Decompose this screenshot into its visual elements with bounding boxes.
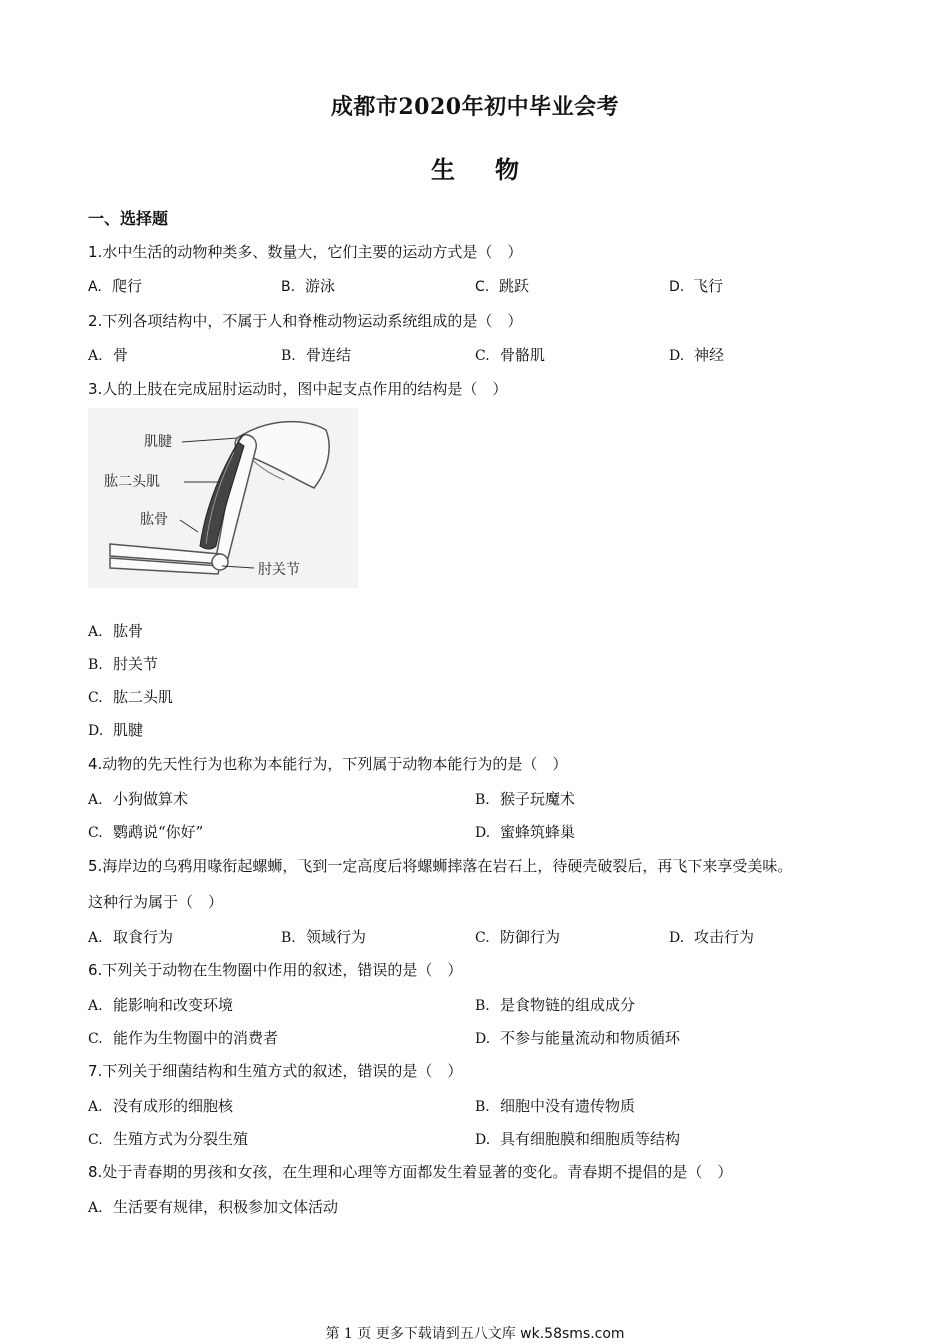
option-3c: C. 肱二头肌	[88, 688, 174, 706]
question-3: 3.人的上肢在完成屈肘运动时，图中起支点作用的结构是（ ）	[88, 380, 508, 398]
option-4b: B. 猴子玩魔术	[475, 790, 576, 808]
option-7d: D. 具有细胞膜和细胞质等结构	[475, 1130, 681, 1148]
option-6a: A. 能影响和改变环境	[88, 996, 234, 1014]
option-5d: D. 攻击行为	[669, 928, 755, 946]
question-8: 8.处于青春期的男孩和女孩，在生理和心理等方面都发生着显著的变化。青春期不提倡的是（ ）	[88, 1163, 733, 1181]
elbow-joint-shape	[212, 554, 228, 570]
option-3b: B. 肘关节	[88, 655, 159, 673]
arm-diagram	[88, 408, 358, 588]
option-4d: D. 蜜蜂筑蜂巢	[475, 823, 576, 841]
option-7a: A. 没有成形的细胞核	[88, 1097, 234, 1115]
option-4c: C. 鹦鹉说“你好”	[88, 823, 204, 841]
question-1: 1.水中生活的动物种类多、数量大，它们主要的运动方式是（ ）	[88, 243, 523, 261]
label-tendon: 肌腱	[144, 434, 172, 450]
label-elbow: 肘关节	[258, 562, 300, 578]
question-6: 6.下列关于动物在生物圈中作用的叙述，错误的是（ ）	[88, 961, 463, 979]
option-3a: A. 肱骨	[88, 622, 144, 640]
option-6b: B. 是食物链的组成成分	[475, 996, 636, 1014]
option-5c: C. 防御行为	[475, 928, 561, 946]
option-4a: A. 小狗做算术	[88, 790, 189, 808]
option-2d: D. 神经	[669, 346, 725, 364]
option-6d: D. 不参与能量流动和物质循环	[475, 1029, 681, 1047]
question-5-continued: 这种行为属于（ ）	[88, 893, 224, 911]
question-5: 5.海岸边的乌鸦用喙衔起螺蛳，飞到一定高度后将螺蛳摔落在岩石上，待硬壳破裂后，再飞下来享受美味。	[88, 857, 793, 875]
option-7b: B. 细胞中没有遗传物质	[475, 1097, 636, 1115]
question-7: 7.下列关于细菌结构和生殖方式的叙述，错误的是（ ）	[88, 1062, 463, 1080]
subject-title: 生 物	[431, 155, 519, 184]
option-5b: B. 领域行为	[281, 928, 367, 946]
option-2c: C. 骨骼肌	[475, 346, 546, 364]
option-8a: A. 生活要有规律，积极参加文体活动	[88, 1198, 339, 1216]
label-humerus: 肱骨	[140, 512, 168, 528]
option-2a: A. 骨	[88, 346, 129, 364]
option-5a: A. 取食行为	[88, 928, 174, 946]
option-6c: C. 能作为生物圈中的消费者	[88, 1029, 279, 1047]
section-heading: 一、选择题	[88, 209, 169, 228]
option-2b: B. 骨连结	[281, 346, 352, 364]
option-1d: D. 飞行	[669, 277, 724, 295]
exam-title: 成都市2020年初中毕业会考	[330, 94, 620, 120]
option-1c: C. 跳跃	[475, 277, 530, 295]
label-biceps: 肱二头肌	[104, 474, 160, 490]
option-7c: C. 生殖方式为分裂生殖	[88, 1130, 249, 1148]
option-1a: A. 爬行	[88, 277, 143, 295]
option-1b: B. 游泳	[281, 277, 336, 295]
option-3d: D. 肌腱	[88, 721, 144, 739]
question-2: 2.下列各项结构中，不属于人和脊椎动物运动系统组成的是（ ）	[88, 312, 523, 330]
footer-site-link[interactable]: wk.58sms.com	[520, 1326, 625, 1342]
question-4: 4.动物的先天性行为也称为本能行为，下列属于动物本能行为的是（ ）	[88, 755, 568, 773]
page-footer: 第 1 页 更多下载请到五八文库 wk.58sms.com	[325, 1326, 625, 1342]
